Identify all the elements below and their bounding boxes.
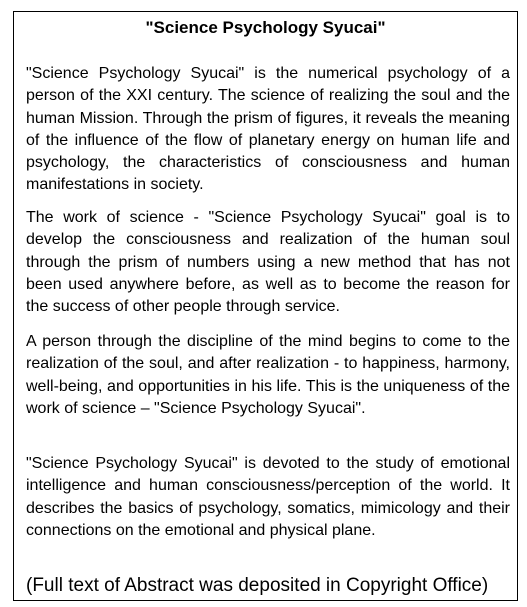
document-title: "Science Psychology Syucai" xyxy=(145,18,386,37)
paragraph-4: "Science Psychology Syucai" is devoted to the study of emotional intelligence and human consciousness/perception of the world. It describes the basics of psychology, somatics, mimicology and their connections on the emotional and physical plane. xyxy=(26,455,510,539)
paragraph-1: "Science Psychology Syucai" is the numerical psychology of a person of the XXI century. The science of realizing the soul and the human Mission. Through the prism of figures, it reveals the meaning of the influence of the flow of planetary energy on human life and psychology, the characteristics of consciousness and human manifestations in society. xyxy=(26,65,510,194)
abstract-frame xyxy=(13,11,518,601)
copyright-note: (Full text of Abstract was deposited in Copyright Office) xyxy=(26,575,489,596)
paragraph-2: The work of science - "Science Psychology Syucai" goal is to develop the consciousness and realization of the human soul through the prism of numbers using a new method that has not been used anywhere before, as well as to become the reason for the success of other people through service. xyxy=(26,209,510,316)
paragraph-3: A person through the discipline of the mind begins to come to the realization of the soul, and after realization - to happiness, harmony, well-being, and opportunities in his life. This is the uniqueness of the work of science – "Science Psychology Syucai". xyxy=(26,333,510,417)
